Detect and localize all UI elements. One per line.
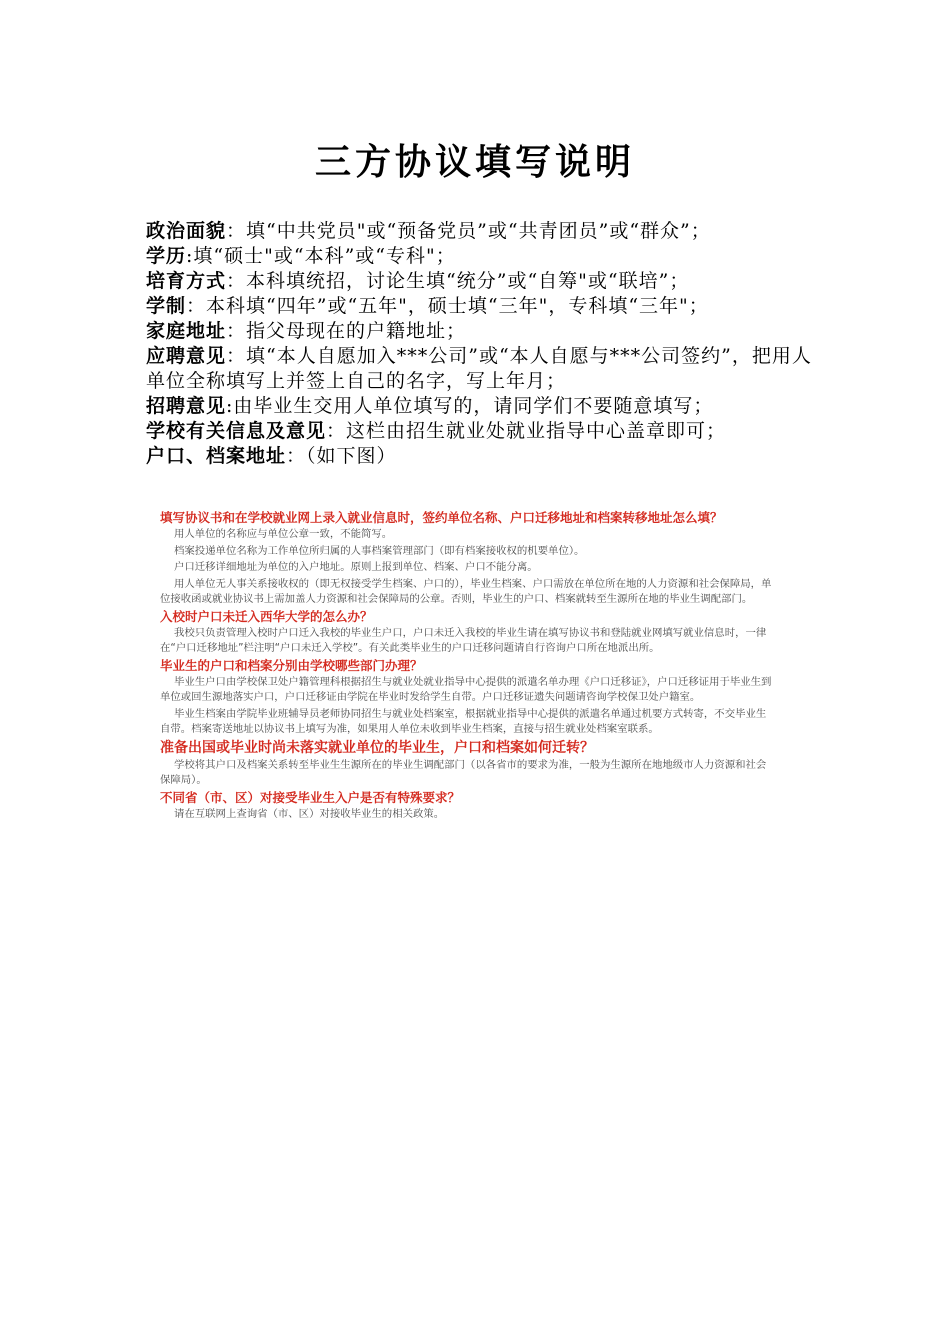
field-label: 应聘意见 bbox=[146, 345, 227, 367]
faq-item bbox=[160, 510, 772, 608]
field-text: ：指父母现在的户籍地址； bbox=[226, 320, 467, 342]
faq-item bbox=[160, 739, 772, 789]
field-instructions bbox=[146, 219, 818, 469]
faq-question: 准备出国或毕业时尚未落实就业单位的毕业生，户口和档案如何迁转？ bbox=[160, 739, 594, 756]
field-label: 学历 bbox=[146, 245, 187, 267]
document-title: 三方协议填写说明 bbox=[314, 141, 635, 183]
field-item bbox=[146, 294, 818, 319]
field-text: ：填“中共党员"或“预备党员”或“共青团员”或“群众”； bbox=[226, 220, 711, 242]
faq-item bbox=[160, 790, 772, 823]
field-text: :填“硕士"或“本科”或“专科"； bbox=[186, 245, 456, 267]
field-item bbox=[146, 344, 818, 394]
field-text: ：本科填“四年”或“五年"，硕士填“三年"，专科填“三年"； bbox=[186, 295, 709, 317]
faq-answer: 学校将其户口及档案关系转至毕业生生源所在的毕业生调配部门（以各省市的要求为准，一般为生源所在地地级市人力资源和社会保障局）。 bbox=[160, 758, 767, 786]
faq-answer: 毕业生档案由学院毕业班辅导员老师协同招生与就业处档案室，根据就业指导中心提供的派遣名单通过机要方式转寄，不交毕业生自带。档案寄送地址以协议书上填写为准，如果用人单位未收到毕业生档案，直接与招生就业处档案室联系。 bbox=[160, 707, 767, 735]
field-label: 学制 bbox=[146, 295, 187, 317]
field-text: ：（如下图） bbox=[286, 445, 397, 467]
faq-item bbox=[160, 609, 772, 657]
field-item bbox=[146, 394, 818, 419]
faq-answer: 我校只负责管理入校时户口迁入我校的毕业生户口，户口未迁入我校的毕业生请在填写协议书和登陆就业网填写就业信息时，一律在“户口迁移地址”栏注明“户口未迁入学校”。有关此类毕业生的户口迁移问题请自行咨询户口所在地派出所。 bbox=[160, 626, 767, 654]
field-item bbox=[146, 419, 818, 444]
field-label: 培育方式 bbox=[146, 270, 227, 292]
faq-answer: 请在互联网上查询省（市、区）对接收毕业生的相关政策。 bbox=[174, 807, 445, 820]
field-label: 学校有关信息及意见 bbox=[146, 420, 327, 442]
faq-question: 填写协议书和在学校就业网上录入就业信息时，签约单位名称、户口迁移地址和档案转移地址怎么填？ bbox=[160, 510, 723, 525]
field-label: 户口、档案地址 bbox=[146, 445, 287, 467]
faq-answer: 户口迁移详细地址为单位的入户地址。原则上报到单位、档案、户口不能分离。 bbox=[174, 561, 538, 573]
field-text: ：这栏由招生就业处就业指导中心盖章即可； bbox=[326, 420, 727, 442]
faq-answer: 档案投递单位名称为工作单位所归属的人事档案管理部门（即有档案接收权的机要单位）。 bbox=[174, 544, 585, 557]
faq-question: 不同省（市、区）对接受毕业生入户是否有特殊要求？ bbox=[160, 789, 461, 805]
field-text: :由毕业生交用人单位填写的，请同学们不要随意填写； bbox=[226, 395, 714, 417]
field-label: 家庭地址 bbox=[146, 320, 227, 342]
field-item bbox=[146, 444, 818, 469]
field-label: 招聘意见 bbox=[146, 395, 227, 417]
field-item bbox=[146, 219, 818, 244]
faq-answer: 用人单位无人事关系接收权的（即无权接受学生档案、户口的），毕业生档案、户口需放在单位所在地的人力资源和社会保障局，单位接收函或就业协议书上需加盖人力资源和社会保障局的公章。否则，毕业生的户口、档案就转至生源所在地的毕业生调配部门。 bbox=[160, 577, 772, 605]
field-item bbox=[146, 319, 818, 344]
field-item bbox=[146, 269, 818, 294]
field-label: 政治面貌 bbox=[146, 220, 227, 242]
faq-answer: 毕业生户口由学校保卫处户籍管理科根据招生与就业处就业指导中心提供的派遣名单办理《户口迁移证》，户口迁移证用于毕业生到单位或回生源地落实户口，户口迁移证由学院在毕业时发给学生自带。户口迁移证遗失问题请咨询学校保卫处户籍室。 bbox=[160, 675, 772, 703]
field-text: ：本科填统招，讨论生填“统分”或“自筹"或“联培”； bbox=[226, 270, 690, 292]
faq-question: 入校时户口未迁入西华大学的怎么办？ bbox=[160, 608, 373, 624]
field-item bbox=[146, 244, 818, 269]
faq-image-section bbox=[160, 510, 772, 823]
faq-answer: 用人单位的名称应与单位公章一致，不能简写。 bbox=[174, 528, 393, 540]
faq-item bbox=[160, 658, 772, 738]
faq-question: 毕业生的户口和档案分别由学校哪些部门办理？ bbox=[160, 657, 423, 673]
field-text: ：填“本人自愿加入***公司”或“本人自愿与***公司签约”，把用人单位全称填写上并签上自己的名字，写上年月； bbox=[146, 345, 812, 392]
